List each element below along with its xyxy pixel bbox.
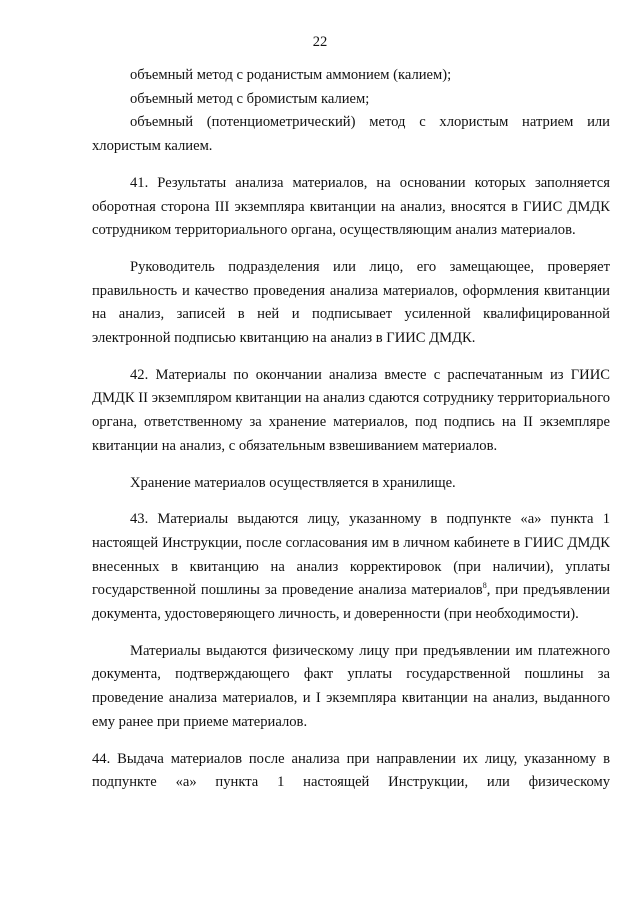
paragraph-42: 42. Материалы по окончании анализа вместе с распечатанным из ГИИС ДМДК II экземпляром квитанции на анализ сдаются сотруднику территориального органа, ответственному за хранение материалов, под подпись на II экземпляре квитанции на анализ, с обязательным взвешиванием материалов.	[92, 366, 610, 454]
paragraph-41: 41. Результаты анализа материалов, на основании которых заполняется оборотная сторона III экземпляра квитанции на анализ, вносятся в ГИИС ДМДК сотрудником территориального органа, осуществляющим анализ материалов.	[92, 174, 610, 239]
paragraph-head-of-unit: Руководитель подразделения или лицо, его замещающее, проверяет правильность и качество проведения анализа материалов, оформления квитанции на анализ, записей в ней и подписывает усиленной квалифицированной электронной подписью квитанцию на анализ в ГИИС ДМДК.	[92, 258, 610, 347]
paragraph-storage: Хранение материалов осуществляется в хранилище.	[130, 474, 456, 491]
paragraph-44: 44. Выдача материалов после анализа при направлении их лицу, указанному в подпункте «а» пункта 1 настоящей Инструкции, или физическому	[92, 750, 610, 791]
document-body	[92, 64, 610, 795]
paragraph-individuals: Материалы выдаются физическому лицу при предъявлении им платежного документа, подтверждающего факт уплаты государственной пошлины за проведение анализа материалов, и I экземпляра квитанции на анализ, выданного ему ранее при приеме материалов.	[92, 642, 610, 730]
page-number: 22	[312, 34, 328, 50]
paragraph-method-ammonium: объемный метод с роданистым аммонием (калием);	[130, 67, 452, 83]
paragraph-43	[92, 508, 610, 627]
paragraph-43-text: 43. Материалы выдаются лицу, указанному в подпункте «а» пункта 1 настоящей Инструкции, после согласования им в личном кабинете в ГИИС ДМДК внесенных в квитанцию на анализ корректировок (при наличии), уплаты государственной пошлины за проведение анализа материалов	[92, 511, 610, 599]
footnote-reference: 8	[482, 581, 487, 591]
paragraph-43-text-end: , при предъявлении документа, удостоверяющего личность, и доверенности (при необходимости).	[92, 582, 610, 623]
paragraph-method-potentiometric: объемный (потенциометрический) метод с хлористым натрием или хлористым калием.	[92, 114, 610, 155]
paragraph-method-bromide: объемный метод с бромистым калием;	[130, 90, 370, 107]
